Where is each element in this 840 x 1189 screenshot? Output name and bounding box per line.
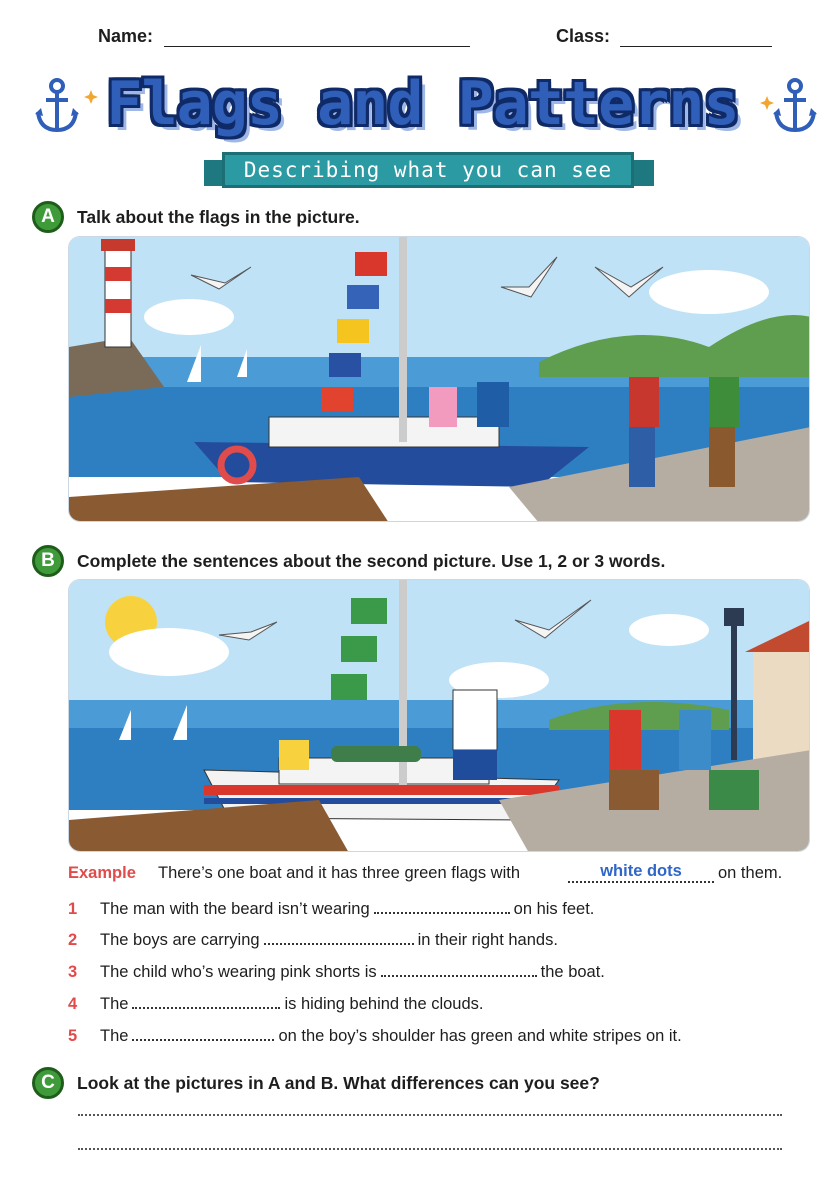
section-c-heading <box>32 1067 792 1099</box>
question-number: 2 <box>68 931 78 949</box>
question-text-before: The child who’s wearing pink shorts is <box>100 963 377 981</box>
example-text-before: There’s one boat and it has three green flags with <box>158 864 521 882</box>
page-title: Flags and Patterns <box>106 69 739 139</box>
section-a-instruction: Talk about the flags in the picture. <box>77 207 360 227</box>
question-4 <box>68 995 808 1019</box>
question-text-after: the boat. <box>540 963 605 981</box>
section-b-instruction: Complete the sentences about the second picture. Use 1, 2 or 3 words. <box>77 551 666 571</box>
title-banner <box>0 66 840 146</box>
name-line[interactable] <box>164 46 470 47</box>
question-text-before: The man with the beard isn’t wearing <box>100 900 370 918</box>
example-sentence <box>68 862 808 888</box>
anchor-icon <box>772 78 818 136</box>
question-number: 1 <box>68 900 78 918</box>
answer-writing-line[interactable] <box>78 1148 782 1150</box>
question-number: 5 <box>68 1027 78 1045</box>
name-class-row <box>98 24 778 54</box>
example-answer: white dots <box>568 862 714 883</box>
question-text-after: on his feet. <box>513 900 595 918</box>
question-text-before: The boys are carrying <box>100 931 260 949</box>
section-a-heading <box>32 201 792 233</box>
question-text-after: on the boy’s shoulder has green and white stripes on it. <box>278 1027 682 1045</box>
question-text-before: The <box>100 995 129 1013</box>
answer-blank[interactable] <box>374 900 510 914</box>
class-label: Class: <box>556 26 611 46</box>
question-text-before: The <box>100 1027 129 1045</box>
section-b-heading <box>32 545 792 577</box>
question-text-after: in their right hands. <box>417 931 558 949</box>
answer-blank[interactable] <box>132 1027 274 1041</box>
question-number: 4 <box>68 995 78 1013</box>
anchor-icon <box>34 78 80 136</box>
answer-blank[interactable] <box>132 995 280 1009</box>
sparkle-icon <box>84 90 98 104</box>
question-number: 3 <box>68 963 78 981</box>
name-label: Name: <box>98 26 154 46</box>
example-text-after: on them. <box>718 864 783 882</box>
answer-blank[interactable] <box>264 931 414 945</box>
question-text-after: is hiding behind the clouds. <box>284 995 484 1013</box>
section-c-badge: C <box>32 1067 64 1099</box>
ribbon-right-end <box>632 160 654 186</box>
harbour-picture-a <box>68 236 810 522</box>
question-2 <box>68 931 808 955</box>
section-b-badge: B <box>32 545 64 577</box>
question-3 <box>68 963 808 987</box>
class-line[interactable] <box>620 46 772 47</box>
subtitle-ribbon: Describing what you can see <box>222 152 634 188</box>
question-1 <box>68 900 808 924</box>
section-c-instruction: Look at the pictures in A and B. What differences can you see? <box>77 1073 600 1093</box>
question-5 <box>68 1027 808 1051</box>
section-a-badge: A <box>32 201 64 233</box>
example-label: Example <box>68 864 136 882</box>
harbour-picture-b <box>68 579 810 852</box>
answer-blank[interactable] <box>381 963 537 977</box>
answer-writing-line[interactable] <box>78 1114 782 1116</box>
